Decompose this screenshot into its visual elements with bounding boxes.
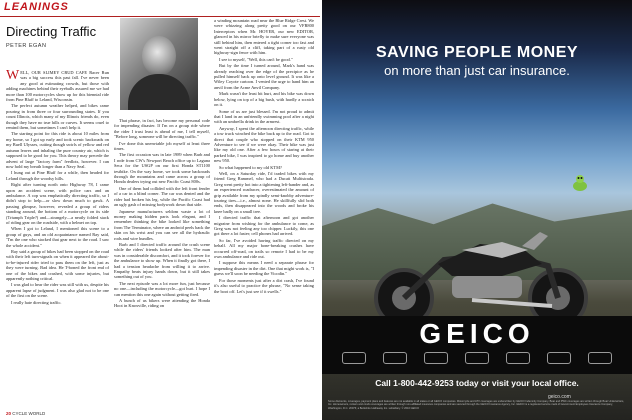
ad-fine-print: Some discounts, coverages, payment plans and features are not available in all states or all GEICO companies. Motorcycle and ATV coverages are underwritten by GEICO Indemnity Company. Boat and PWC coverages are written through Boat Underwriters, Inc. Homeowners, renters and condo coverages are written through non-affiliated insurance companies and are secured through the GEICO Insurance Agency, Inc. GEICO is a registered service mark of Government Employees Insurance Company, Washington, D.C. 20076; a Berkshire Hathaway Inc. subsidiary. © 2010 GEICO	[328, 400, 625, 410]
car-icon	[342, 352, 366, 364]
author-head-shape	[142, 36, 176, 76]
section-header	[0, 0, 320, 17]
geico-advertisement	[322, 0, 632, 420]
paragraph: But by the time I turned around, Mark's hand was already reaching over the edge of the precipice as he pulled himself back up onto level ground. It was like a Wiley Coyote cartoon. I vented the urge to hand him an anvil from the Acme Anvil Company.	[214, 63, 314, 90]
paragraph: I suppose this means I need a separate phrase for impending disaster in the dirt. One that might work is, "I guess we'll soon be needing the Vicodin."	[214, 260, 314, 277]
paragraph: That phrase, in fact, has become my personal code for impending disaster. If I'm on a group ride where the rider I trust least is ahead of me, I tell myself, "Before long, someone will be directing traffic."	[114, 118, 210, 140]
paragraph: The first occasion was in late 1989 when Barb and I rode from CW's Newport Beach office up to Laguna Seca for the USGP on our first Honda ST1100 testbike. On the way home, we took some backroads through the mountains and came across a group of Honda dealers trying out new Pacific Coast 800s.	[114, 152, 210, 185]
article-column-2	[114, 118, 210, 410]
article-column-3	[214, 18, 314, 410]
paragraph: I hung out at Pine Bluff for a while, then headed for Leland through the woodsy hills.	[6, 170, 109, 181]
paragraph: ELL, OUR SLIMEY CRUD CAFE Racer Run was a big success this past fall. I've never been any good at estimating crowds, but those with adding machines behind their eyeballs assured me we had more than 100 motorcycles show up for this biennial ride from Pine Bluff to Leland, Wisconsin.	[6, 70, 109, 103]
paragraph: A bunch of us bikers were attending the Honda Hoot in Knoxville, riding on	[114, 298, 210, 309]
paragraph: Mark wasn't the least bit hurt, and his bike was down below, lying on top of a big bush, with hardly a scratch on it.	[214, 91, 314, 108]
author-photo	[120, 18, 198, 110]
ad-phone-cta: Call 1-800-442-9253 today or visit your local office.	[375, 378, 579, 388]
ad-url: geico.com	[548, 394, 571, 400]
article-column-1	[6, 70, 109, 410]
paragraph: a winding mountain road near the Blue Ridge Crest. We were whizzing along pretty good on our VFR800 Interceptors when Mr. HOYER, our new EDITOR, glanced in his mirror briefly to make sure everyone was still behind him, then entered a tight corner too fast and went straight off a cliff, taking part of a rusty old highway-sign fence with him.	[214, 18, 314, 56]
paragraph: I directed traffic that afternoon and got another migraine from wishing for the ambulance to come, as Greg was not feeling any too chipper. Luckily, this one got there a lot faster; cell phones had arrived.	[214, 215, 314, 237]
paragraph: Ray said a group of bikes had been stopped on the road with their left turn-signals on when it appeared the about-to-be-injured rider tried to pass them on the left, just as they were turning. Bad idea. He T-boned the front end of one of the bikes and crashed, with some injuries, but apparently nothing critical.	[6, 249, 109, 282]
page-number: 20	[6, 411, 12, 416]
author-body-shape	[128, 74, 190, 110]
magazine-name: CYCLE WORLD	[12, 411, 46, 416]
paragraph: When I got to Leland, I mentioned this scene to a group of guys, and an old acquaintance named Ray said, "I'm the one who stacked that gear next to the road. I saw the whole accident."	[6, 226, 109, 248]
paragraph: I was glad to hear the rider was still with us, despite his apparent lapse of judgment. I was also glad not to be one of the first on the scene.	[6, 282, 109, 299]
motorcycle-icon	[383, 352, 407, 364]
rv-icon	[465, 352, 489, 364]
paragraph: I really hate directing traffic.	[11, 299, 62, 305]
page-folio	[6, 411, 45, 416]
paragraph: Barb and I directed traffic around the crash scene while the riders' friends looked after him. The man was in considerable discomfort, and it took forever for the ambulance to show up. When it finally got there, I had a tension headache from willing it to arrive. Empathy beats injury hands down, but it still takes something out of you.	[114, 241, 210, 280]
paragraph: I've done this unenviable job myself at least three times.	[114, 140, 210, 152]
ad-headline: SAVING PEOPLE MONEY	[375, 44, 579, 61]
boat-icon	[506, 352, 530, 364]
ad-headline-block	[322, 44, 632, 78]
atv-icon	[424, 352, 448, 364]
paragraph: The next episode was a lot more fun, just because no one—including the motorcycle—got hurt. I hope I can mention this one again without getting fired.	[114, 280, 210, 297]
paragraph: Some of us are just blessed. I'm not proud to admit that I land in an unfriendly swimming pool after a night with an umbrella drink in the armrest.	[214, 108, 314, 125]
article-headline: Directing Traffic	[6, 24, 97, 39]
paragraph: Anyway, I spent the afternoon directing traffic, while a tow truck winched the bike back up to the road. Got to direct that couple who stopped on their KTM 950 Adventure to see if we were okay. Their bike was just like my old one. After a few hours of staring at their parked bike, I was inspired to go home and buy another new 950.	[214, 125, 314, 164]
home-icon	[547, 352, 571, 364]
gecko-mascot-icon	[566, 172, 594, 194]
paragraph: Japanese manufacturers seldom waste a lot of money making hidden parts look elegant, and I remember thinking the bike looked like something from The Terminator, where an android peels back the skin on his wrist and you can see all the hydraulic rods and wire bundles.	[114, 208, 210, 241]
paragraph: The starting point for this ride is about 10 miles from my home, so I got up early and took scenic backroads on my Buell Ulysses, cutting though swirls of yellow and red autumn leaves and inhaling the pure country air, which is supposed to be good for you. This theory may precede the advent of large "factory farm" feedlots, however. I can now hold my breath longer than a Navy Seal.	[6, 131, 109, 169]
paragraph: For those moments just after a dirt crash, I've found it's also useful to practice the phrase, "No sense taking the boot off. Let's just see if it swells."	[214, 277, 314, 294]
section-title: LEANINGS	[4, 1, 69, 13]
paragraph: So far, I've avoided having traffic directed on my behalf. All my major bone-breaking crashes have occurred off-road, on trails so remote I had to be my own ambulance and ride out.	[214, 237, 314, 260]
vehicle-icons-row	[342, 352, 612, 364]
article-byline: PETER EGAN	[6, 43, 47, 49]
geico-logo: GEICO	[419, 318, 535, 349]
umbrella-icon	[588, 352, 612, 364]
ad-subheadline: on more than just car insurance.	[384, 63, 570, 78]
paragraph: Right after turning north onto Highway 78, I came upon an accident scene, with police cars and an ambulance. A cop was emphatically directing traffic, so I didn't stop to help—or slow down much to gawk. A passing glimpse, however, revealed a group of riders standing around, the bottom of a motorcycle on its side (Triumph Triple?) and—strangely—a neatly folded stack of riding gear on the roadside, with a helmet on top.	[6, 182, 109, 225]
paragraph: One of them had collided with the left front fender of a car in a blind corner. The car was dented and the rider had broken his leg, while the Pacific Coast had an ugly gash of missing bodywork down that side.	[114, 185, 210, 208]
paragraph: I see to myself, "Well, this can't be good."	[219, 56, 293, 62]
drop-cap: W	[6, 70, 20, 83]
paragraph: So what happened to my old KTM?	[219, 164, 282, 170]
paragraph: The perfect autumn weather helped, and bikes came pouring in from three or four surrounding states. If you count Illinois, which many of my Illinois friends do, even though they have no true hills or curves. It seems cruel to remind them, but sometimes I can't help it.	[6, 103, 109, 131]
paragraph: Well, on a Saturday ride, I'd traded bikes with my friend Greg Rammel, who had a Ducati Multistrada. Greg went pretty hot into a tightening left-hander and, as an experienced roadracer, overestimated the amount of grip available from my spindly semi-knobby adventure-touring tires—i.e., almost none. He skillfully slid both ends, then disappeared into the woods and broke his knee badly on a small tree.	[214, 170, 314, 214]
motorcycle-illustration	[352, 220, 612, 330]
